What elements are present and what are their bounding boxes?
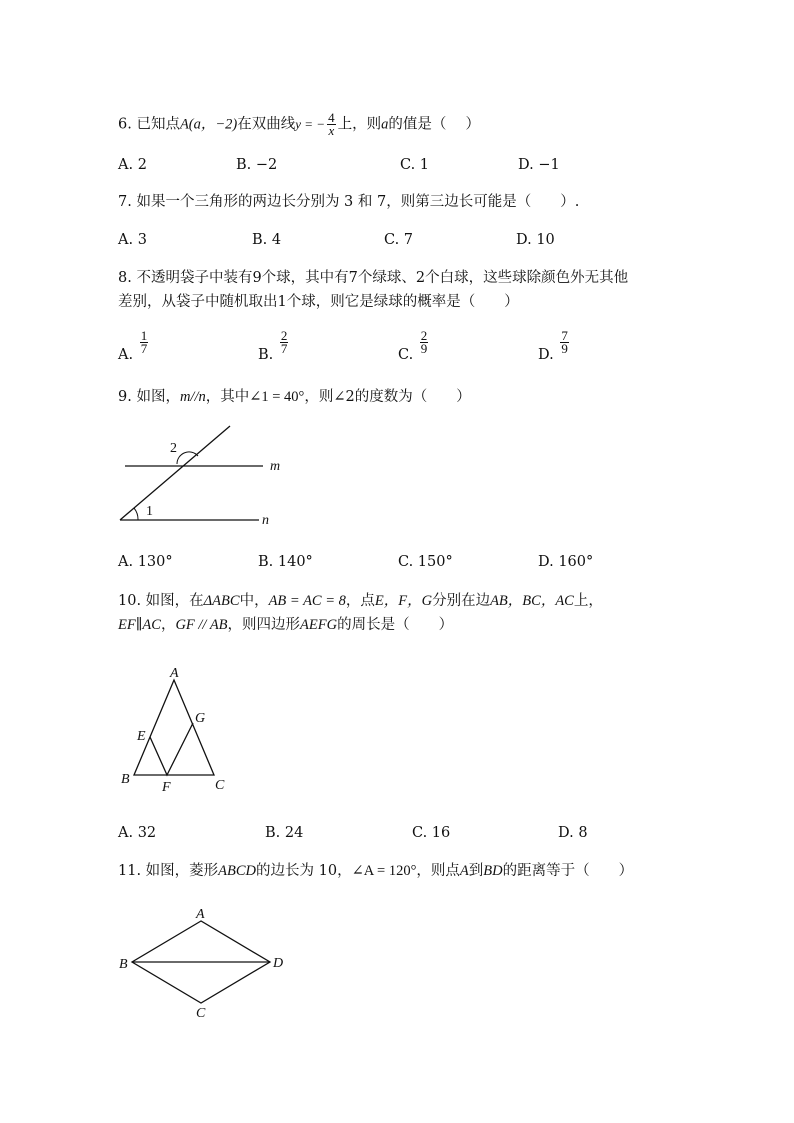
q8-option-a-fraction	[140, 330, 149, 355]
q8-option-b-label: B.	[258, 346, 274, 363]
q6-fraction	[327, 112, 336, 137]
angle-1-arc	[134, 508, 138, 520]
q11-text-1: 11. 如图，菱形	[118, 863, 219, 879]
q9-text-2: ，其中	[205, 389, 250, 405]
q8-option-d	[538, 328, 571, 363]
q7-option-c: C. 7	[384, 232, 414, 248]
label-c: C	[215, 778, 225, 793]
q10-ef-parallel: EF∥AC	[118, 617, 161, 633]
q10-figure	[115, 665, 245, 795]
q9-option-d: D. 160°	[538, 554, 594, 570]
q10-stem-line1	[118, 591, 603, 611]
q9-option-c: C. 150°	[398, 554, 453, 570]
q11-rhombus: ABCD	[218, 863, 257, 879]
q6-var: a	[381, 116, 389, 133]
label-f: F	[162, 780, 171, 795]
q6-text-4: 的值是（ ）	[388, 116, 480, 133]
q8-b-den: 7	[280, 341, 288, 356]
q6-text-1: 已知点	[136, 116, 180, 133]
q8-option-c	[398, 328, 430, 363]
q10-text-6: ，则四边形	[227, 617, 301, 633]
q7-option-d: D. 10	[516, 232, 555, 248]
q10-option-d: D. 8	[558, 825, 588, 841]
q10-comma: ，	[160, 617, 176, 633]
q8-d-den: 9	[561, 341, 568, 356]
label-d: D	[273, 956, 284, 971]
q10-text-4: 分别在边	[432, 593, 491, 609]
q6-number: 6.	[118, 116, 132, 133]
q6-frac-den: x	[328, 123, 335, 138]
q9-option-a: A. 130°	[118, 554, 173, 570]
q9-option-b: B. 140°	[258, 554, 313, 570]
q10-points: E，F，G	[374, 593, 433, 609]
q9-text-3: ，则∠2的度数为（ ）	[304, 389, 471, 405]
q8-option-a	[118, 328, 150, 363]
q10-equation: AB = AC = 8	[268, 593, 346, 609]
label-b: B	[119, 957, 128, 972]
q10-triangle: ΔABC	[203, 593, 240, 609]
q8-option-d-fraction	[560, 330, 569, 355]
q10-gf-parallel: GF // AB	[175, 617, 228, 633]
q8-option-a-label: A.	[118, 346, 134, 363]
label-a: A	[170, 666, 179, 681]
q10-option-c: C. 16	[412, 825, 451, 841]
q11-text-2: 的边长为 10，	[256, 863, 352, 879]
q11-text-3: ，则点	[416, 863, 460, 879]
q11-text-5: 的距离等于（ ）	[502, 863, 634, 879]
label-e: E	[137, 729, 146, 744]
q6-text-3: 上，则	[337, 116, 382, 133]
q10-option-a: A. 32	[118, 825, 157, 841]
q6-option-d: D. −1	[518, 157, 560, 173]
q11-segment-bd: BD	[483, 863, 503, 879]
q8-stem-line2: 差别，从袋子中随机取出1个球，则它是绿球的概率是（ ）	[118, 294, 519, 310]
q7-option-b: B. 4	[252, 232, 282, 248]
q11-stem	[118, 861, 633, 881]
q7-stem: 7. 如果一个三角形的两边长分别为 3 和 7，则第三边长可能是（ ）.	[118, 194, 580, 210]
q10-quad: AEFG	[300, 617, 338, 633]
q9-stem	[118, 387, 471, 407]
q8-d-num: 7	[561, 328, 568, 343]
q6-option-b: B. −2	[236, 157, 278, 173]
q8-a-num: 1	[140, 328, 148, 343]
segments-efg	[150, 723, 193, 775]
q6-stem	[118, 112, 480, 137]
label-g: G	[195, 711, 206, 726]
q8-stem-line1: 8. 不透明袋子中装有9个球，其中有7个绿球、2个白球，这些球除颜色外无其他	[118, 270, 629, 286]
q6-option-c: C. 1	[400, 157, 430, 173]
q6-text-2: 在双曲线	[237, 116, 296, 133]
label-m: m	[270, 459, 281, 474]
q10-text-2: 中，	[239, 593, 269, 609]
q6-frac-num: 4	[328, 110, 335, 125]
label-b: B	[121, 772, 130, 787]
q11-figure	[115, 905, 295, 1020]
q6-option-a: A. 2	[118, 157, 147, 173]
q10-text-7: 的周长是（ ）	[337, 617, 454, 633]
q10-stem-line2	[118, 615, 453, 635]
q11-angle-a: ∠A = 120°	[351, 863, 417, 879]
q8-a-den: 7	[140, 341, 148, 356]
q10-text-1: 10. 如图，在	[118, 593, 204, 609]
q10-text-5: 上，	[573, 593, 603, 609]
q6-eq-left: y = −	[295, 116, 326, 132]
label-2: 2	[170, 441, 177, 456]
q8-option-d-label: D.	[538, 346, 554, 363]
q7-option-a: A. 3	[118, 232, 147, 248]
q10-text-3: ，点	[345, 593, 375, 609]
q10-option-b: B. 24	[265, 825, 304, 841]
q8-option-c-label: C.	[398, 346, 414, 363]
q8-option-b	[258, 328, 290, 363]
q11-text-4: 到	[468, 863, 484, 879]
q9-parallel: m//n	[179, 389, 206, 405]
q8-c-num: 2	[420, 328, 428, 343]
label-n: n	[262, 513, 269, 528]
q11-point-a: A	[459, 863, 469, 879]
q8-option-b-fraction	[280, 330, 289, 355]
q8-c-den: 9	[420, 341, 428, 356]
q8-b-num: 2	[280, 328, 288, 343]
label-a: A	[196, 907, 205, 922]
q10-sides: AB，BC，AC	[490, 593, 574, 609]
q9-figure	[110, 420, 290, 540]
label-c: C	[196, 1006, 206, 1021]
q9-angle1: ∠1 = 40°	[249, 389, 305, 405]
q6-point: A(a，−2)	[179, 116, 238, 133]
q9-text-1: 9. 如图，	[118, 389, 180, 405]
q8-option-c-fraction	[420, 330, 429, 355]
label-1: 1	[146, 504, 153, 519]
